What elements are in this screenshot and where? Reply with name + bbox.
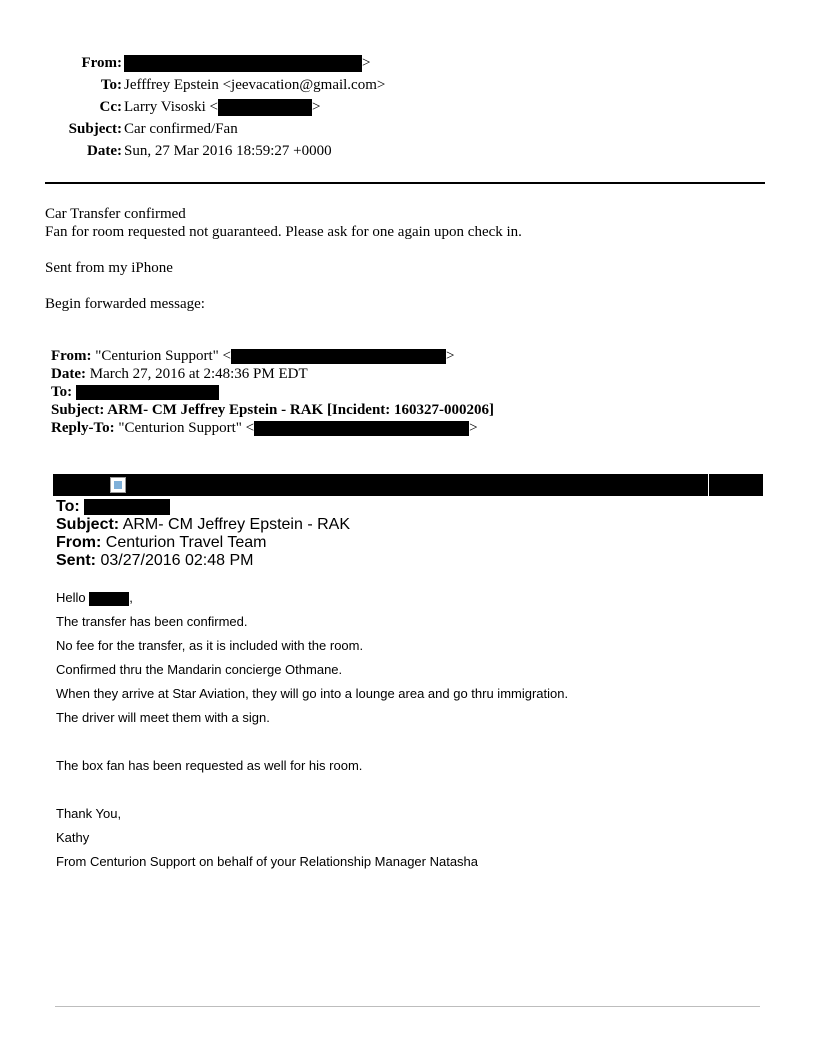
subject-value: Car confirmed/Fan (124, 121, 238, 137)
redacted-banner (53, 474, 763, 496)
fwd-to-row (51, 383, 494, 401)
memo-from-row (56, 534, 350, 552)
greeting: Hello (56, 590, 86, 605)
memo-sent-value: 03/27/2016 02:48 PM (100, 552, 254, 569)
redacted-block (84, 499, 170, 515)
memo-header (56, 498, 350, 570)
message-line: No fee for the transfer, as it is included with the room. (56, 638, 364, 653)
sender-name: Kathy (56, 830, 90, 845)
message-line: When they arrive at Star Aviation, they will go into a lounge area and go thru immigration. (56, 686, 569, 701)
from-label: From: (81, 55, 122, 71)
fwd-from-row (51, 347, 494, 365)
fwd-subject-row (51, 401, 494, 419)
fwd-from-value: "Centurion Support" < (95, 348, 231, 364)
fwd-replyto-label: Reply-To: (51, 420, 115, 436)
fwd-date-value: March 27, 2016 at 2:48:36 PM EDT (89, 366, 308, 382)
memo-subject-value: ARM- CM Jeffrey Epstein - RAK (122, 516, 350, 533)
cc-value: Larry Visoski < (124, 99, 218, 115)
email-body (45, 205, 522, 313)
cc-suffix: > (311, 99, 321, 115)
fwd-replyto-value: "Centurion Support" < (118, 420, 255, 436)
memo-to-label: To: (56, 498, 80, 515)
fwd-from-suffix: > (446, 348, 455, 364)
signature: Sent from my iPhone (45, 260, 173, 276)
memo-to-row (56, 498, 350, 516)
fwd-date-label: Date: (51, 366, 86, 382)
fwd-replyto-suffix: > (469, 420, 478, 436)
fwd-subject-label: Subject: (51, 402, 105, 418)
memo-sent-row (56, 552, 350, 570)
date-label: Date: (87, 143, 122, 159)
cc-label: Cc: (99, 99, 122, 115)
forward-intro: Begin forwarded message: (45, 296, 205, 312)
message-line: The box fan has been requested as well for his room. (56, 758, 363, 773)
message-footer: From Centurion Support on behalf of your Relationship Manager Natasha (56, 854, 479, 869)
header-divider (45, 182, 765, 184)
memo-subject-row (56, 516, 350, 534)
greeting-line (56, 589, 568, 613)
banner-divider (708, 474, 709, 496)
forwarded-header (51, 347, 494, 437)
redacted-block (76, 385, 219, 400)
body-line: Car Transfer confirmed (45, 206, 186, 222)
email-header (0, 52, 816, 162)
memo-from-value: Centurion Travel Team (105, 534, 267, 551)
to-label: To: (100, 77, 122, 93)
date-row (0, 140, 816, 162)
redacted-block (218, 99, 312, 116)
from-suffix: > (362, 55, 371, 71)
page-footer-divider (55, 1006, 760, 1007)
redacted-block (89, 592, 129, 606)
subject-row (0, 118, 816, 140)
fwd-to-label: To: (51, 384, 73, 400)
to-row (0, 74, 816, 96)
from-row (0, 52, 816, 74)
date-value: Sun, 27 Mar 2016 18:59:27 +0000 (124, 143, 332, 159)
message-line: The driver will meet them with a sign. (56, 710, 270, 725)
fwd-subject-value: ARM- CM Jeffrey Epstein - RAK [Incident: 160327-000206] (107, 402, 495, 418)
greeting-suffix: , (129, 590, 133, 605)
message-line: Confirmed thru the Mandarin concierge Othmane. (56, 662, 343, 677)
memo-subject-label: Subject: (56, 516, 120, 533)
closing: Thank You, (56, 806, 122, 821)
fwd-replyto-row (51, 419, 494, 437)
fwd-from-label: From: (51, 348, 92, 364)
body-line: Fan for room requested not guaranteed. Please ask for one again upon check in. (45, 224, 522, 240)
redacted-block (124, 55, 362, 72)
fwd-date-row (51, 365, 494, 383)
broken-image-icon (110, 477, 126, 493)
redacted-block (231, 349, 446, 364)
message-body (56, 589, 568, 877)
to-value: Jefffrey Epstein <jeevacation@gmail.com> (124, 77, 386, 93)
memo-from-label: From: (56, 534, 102, 551)
message-line: The transfer has been confirmed. (56, 614, 248, 629)
subject-label: Subject: (68, 121, 122, 137)
cc-row (0, 96, 816, 118)
memo-sent-label: Sent: (56, 552, 96, 569)
redacted-block (254, 421, 469, 436)
